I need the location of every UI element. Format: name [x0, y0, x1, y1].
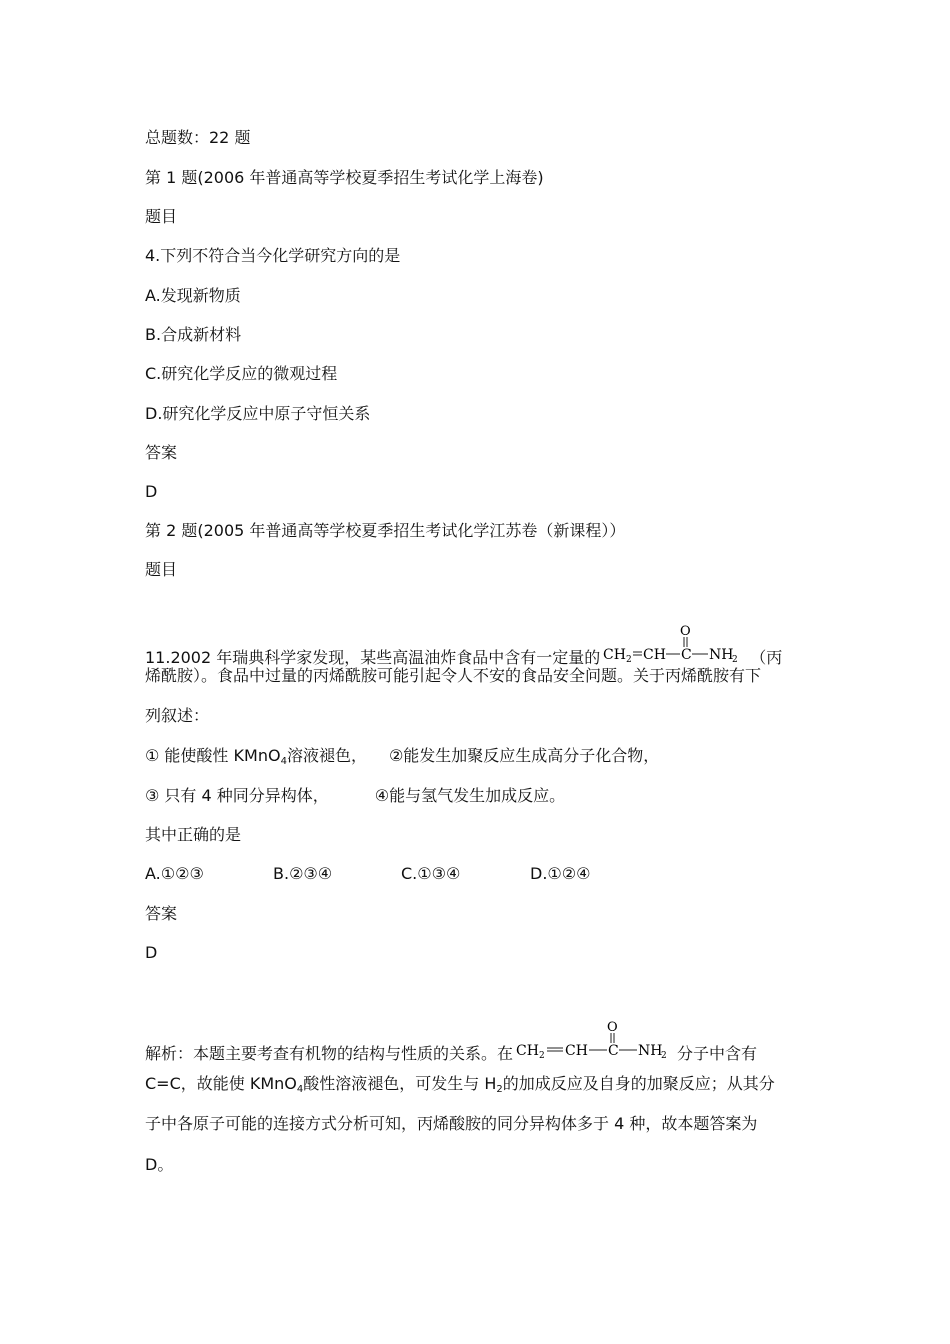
q2-option-c: C.①③④	[401, 864, 461, 883]
q1-option-c: C.研究化学反应的微观过程	[145, 364, 338, 383]
formula-c: C	[681, 647, 692, 663]
q2-stem-text: 11.2002 年瑞典科学家发现，某些高温油炸食品中含有一定量的	[145, 648, 601, 667]
q1-title-label: 题目	[145, 207, 178, 226]
q2-stem-line3: 列叙述：	[145, 706, 210, 725]
q2-analysis-line1	[145, 1019, 757, 1065]
formula-o: O	[680, 624, 691, 639]
q2-title-label: 题目	[145, 560, 178, 579]
formula-ch2: CH	[603, 647, 627, 663]
formula2-c: C	[608, 1043, 619, 1059]
formula2-ch2: CH	[516, 1043, 539, 1059]
q2-stem-paren: （丙	[750, 648, 783, 667]
q1-option-d: D.研究化学反应中原子守恒关系	[145, 404, 371, 423]
analysis-text: 解析：本题主要考查有机物的结构与性质的关系。在	[145, 1044, 514, 1063]
acrylamide-formula	[602, 623, 748, 669]
acrylamide-formula-2	[515, 1019, 675, 1065]
q2-statements-1-2	[145, 746, 659, 772]
statement-1: ① 能使酸性 KMnO$_4$溶液褪色，	[145, 746, 367, 767]
q2-option-b: B.②③④	[273, 864, 333, 883]
statement-2: ②能发生加聚反应生成高分子化合物，	[388, 746, 660, 765]
q2-header: 第 2 题(2005 年普通高等学校夏季招生考试化学江苏卷（新课程））	[145, 521, 626, 540]
q1-stem: 4.下列不符合当今化学研究方向的是	[145, 246, 401, 265]
q2-stem-line1	[145, 623, 782, 669]
q1-option-a: A.发现新物质	[145, 286, 241, 305]
formula2-nh2-sub: 2	[661, 1051, 667, 1061]
formula-nh2: NH	[709, 647, 734, 663]
analysis-text-after: 分子中含有	[677, 1044, 758, 1063]
q2-answer: D	[145, 943, 158, 962]
formula2-ch2-sub: 2	[539, 1051, 545, 1061]
q1-answer-label: 答案	[145, 443, 178, 462]
formula2-ch: CH	[565, 1043, 588, 1059]
q2-option-a: A.①②③	[145, 864, 204, 883]
total-count: 总题数：22 题	[145, 128, 251, 147]
q1-answer: D	[145, 482, 158, 501]
q1-header: 第 1 题(2006 年普通高等学校夏季招生考试化学上海卷)	[145, 168, 544, 187]
statement-3: ③ 只有 4 种同分异构体，	[145, 786, 329, 805]
formula-nh2-sub: 2	[732, 655, 738, 665]
formula-ch2-sub: 2	[626, 655, 632, 665]
q2-statements-3-4	[145, 786, 565, 806]
statement-4: ④能与氢气发生加成反应。	[374, 786, 566, 805]
formula-ch: CH	[643, 647, 667, 663]
q2-answer-label: 答案	[145, 904, 178, 923]
q2-option-d: D.①②④	[530, 864, 591, 883]
q2-correct-prompt: 其中正确的是	[145, 825, 242, 844]
formula2-o: O	[607, 1020, 618, 1035]
q1-option-b: B.合成新材料	[145, 325, 242, 344]
q2-stem-line2: 烯酰胺）。食品中过量的丙烯酰胺可能引起令人不安的食品安全问题。关于丙烯酰胺有下	[145, 666, 762, 685]
q2-analysis-line2: C=C，故能使 KMnO$_4$酸性溶液褪色，可发生与 $H_2$的加成反应及自身的加聚反应；从其分	[145, 1074, 775, 1095]
q2-analysis-line4: D。	[145, 1155, 174, 1174]
formula2-nh2: NH	[638, 1043, 663, 1059]
q2-analysis-line3: 子中各原子可能的连接方式分析可知，丙烯酸胺的同分异构体多于 4 种，故本题答案为	[145, 1114, 758, 1133]
